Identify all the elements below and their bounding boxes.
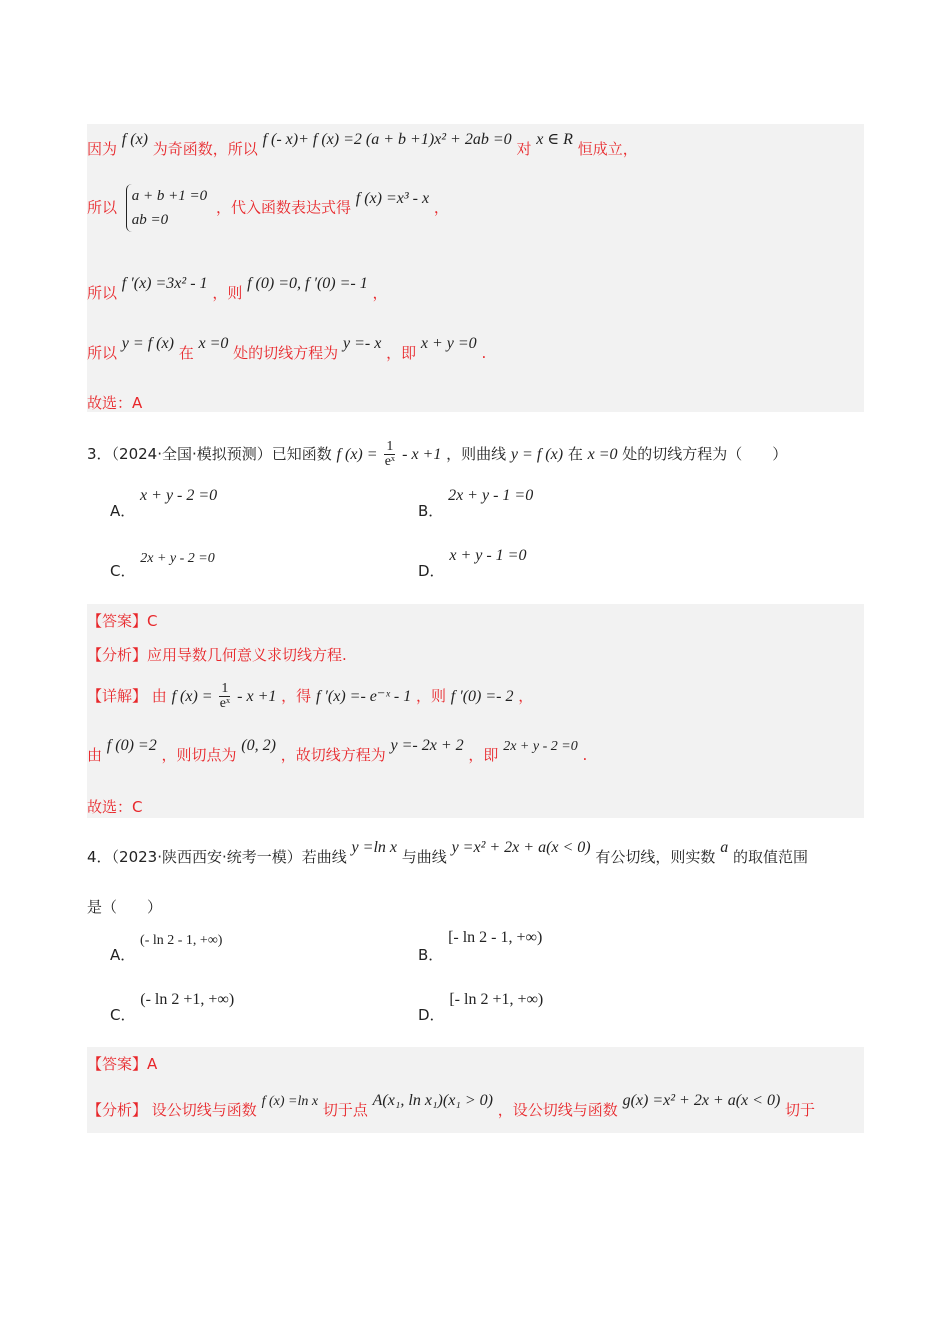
q3-option-d	[418, 544, 527, 580]
text: ，得	[281, 687, 312, 705]
math: y =ln x	[351, 839, 397, 856]
math: y = f (x)	[510, 446, 564, 463]
text: ，则	[212, 284, 243, 302]
text: 在	[567, 445, 583, 463]
q4-option-c	[110, 988, 235, 1024]
text: 设公切线与函数	[151, 1101, 257, 1119]
equation-system	[126, 184, 207, 232]
option-label: B．	[418, 946, 444, 964]
q3-answer: 【答案】C	[87, 612, 158, 630]
eq-1: a + b +1 =0	[131, 188, 208, 204]
text: .	[582, 746, 588, 764]
question-4-stem-2: 是（ ）	[87, 898, 163, 916]
q4-solution-block	[87, 1047, 864, 1133]
q3-analysis	[87, 644, 347, 665]
text: ，	[372, 284, 388, 302]
q3-option-b	[418, 484, 534, 520]
math: f ′(0) =- 2	[450, 688, 514, 705]
option-expr: [- ln 2 +1, +∞)	[449, 991, 544, 1008]
q3-option-c	[110, 546, 215, 580]
solution-line-2	[87, 184, 449, 232]
question-4-stem	[87, 839, 808, 867]
text: ，	[518, 687, 534, 705]
detail-tag: 【详解】	[87, 687, 148, 705]
math: f (x) =x³ - x	[355, 189, 430, 207]
option-expr: (- ln 2 - 1, +∞)	[140, 933, 223, 948]
analysis-tag: 【分析】	[87, 646, 148, 664]
option-label: C．	[110, 1006, 136, 1024]
text: ，即	[386, 344, 417, 362]
math: y = f (x)	[121, 335, 174, 352]
text: ，则	[415, 687, 446, 705]
option-label: B．	[418, 502, 444, 520]
math: - x +1	[402, 446, 442, 463]
denominator: eˣ	[219, 696, 230, 711]
math: f ′(x) =- e⁻ˣ - 1	[315, 688, 412, 705]
q3-option-a	[110, 484, 218, 520]
option-expr: [- ln 2 - 1, +∞)	[448, 929, 543, 946]
text: 的取值范围	[732, 848, 808, 866]
text: 有公切线，则实数	[595, 848, 716, 866]
math: x + y =0	[420, 335, 477, 352]
text: 对	[516, 140, 532, 158]
text: 处的切线方程为（ ）	[622, 445, 788, 463]
text: .	[481, 344, 487, 362]
text: 在	[178, 344, 194, 362]
solution-line-4	[87, 335, 487, 363]
text: 切于	[785, 1101, 816, 1119]
math: f (- x)+ f (x) =2 (a + b +1)x² + 2ab =0	[262, 131, 512, 148]
q3-detail-2	[87, 737, 588, 765]
math: f (0) =2	[106, 737, 157, 754]
numerator: 1	[221, 681, 229, 696]
math: A(x₁, ln x₁)(x₁ > 0)	[372, 1092, 493, 1109]
fraction	[219, 682, 230, 711]
text: 切于点	[322, 1101, 368, 1119]
question-3-stem	[87, 440, 787, 469]
text: 由	[151, 687, 167, 705]
text: ，故切线方程为	[280, 746, 386, 764]
text: 与曲线	[401, 848, 447, 866]
text: 所以	[87, 284, 118, 302]
text: 由	[87, 746, 103, 764]
math: (0, 2)	[241, 737, 276, 754]
text: ，则曲线	[446, 445, 507, 463]
text: 恒成立，	[577, 140, 638, 158]
math: f ′(x) =3x² - 1	[121, 275, 208, 292]
option-expr: 2x + y - 1 =0	[448, 487, 534, 504]
math: f (x) =	[336, 446, 378, 463]
solution-line-1	[87, 131, 638, 159]
text: ，即	[468, 746, 499, 764]
text: 所以	[87, 344, 118, 362]
q4-analysis	[87, 1092, 816, 1120]
math: - x +1	[237, 688, 277, 705]
option-expr: x + y - 1 =0	[449, 547, 527, 564]
q4-answer: 【答案】A	[87, 1055, 158, 1073]
text: ，则切点为	[161, 746, 237, 764]
q4-option-b	[418, 926, 543, 964]
numerator: 1	[386, 439, 394, 454]
q4-option-d	[418, 988, 544, 1024]
q3-solution-block	[87, 604, 864, 818]
math: x =0	[198, 335, 229, 352]
text: ，代入函数表达式得	[215, 198, 351, 217]
q3-choice: 故选：C	[87, 798, 143, 816]
text: 3．（2024·全国·模拟预测）已知函数	[87, 445, 332, 463]
q3-detail	[87, 682, 533, 711]
text: 处的切线方程为	[233, 344, 339, 362]
math: f (0) =0, f ′(0) =- 1	[247, 275, 368, 292]
analysis-tag: 【分析】	[87, 1101, 148, 1119]
math: f (x)	[121, 131, 148, 148]
answer-choice: 故选：A	[87, 394, 143, 412]
text: ，	[433, 198, 449, 217]
text: 所以	[87, 198, 118, 217]
math: f (x) =ln x	[261, 1094, 319, 1109]
math: y =- 2x + 2	[390, 737, 464, 754]
option-label: A．	[110, 946, 136, 964]
option-expr: 2x + y - 2 =0	[140, 551, 215, 566]
math: a	[720, 839, 729, 856]
text: ，设公切线与函数	[497, 1101, 618, 1119]
option-label: D．	[418, 562, 445, 580]
option-label: A．	[110, 502, 136, 520]
analysis-text: 应用导数几何意义求切线方程.	[147, 646, 347, 664]
math: f (x) =	[171, 688, 213, 705]
option-label: D．	[418, 1006, 445, 1024]
math: g(x) =x² + 2x + a(x < 0)	[622, 1092, 781, 1109]
option-expr: (- ln 2 +1, +∞)	[140, 991, 235, 1008]
q4-option-a	[110, 928, 223, 964]
denominator: eˣ	[384, 454, 395, 469]
solution-line-3	[87, 275, 388, 303]
text: 因为	[87, 140, 118, 158]
math: x ∈ R	[536, 131, 573, 148]
text: 为奇函数，所以	[152, 140, 258, 158]
math: y =- x	[342, 335, 382, 352]
text: 4．（2023·陕西西安·统考一模）若曲线	[87, 848, 347, 866]
eq-2: ab =0	[131, 212, 169, 228]
math: x =0	[587, 446, 618, 463]
math: 2x + y - 2 =0	[503, 739, 578, 754]
option-expr: x + y - 2 =0	[140, 487, 218, 504]
solution-block-prev	[87, 124, 864, 412]
math: y =x² + 2x + a(x < 0)	[451, 839, 591, 856]
option-label: C．	[110, 562, 136, 580]
fraction	[384, 440, 395, 469]
